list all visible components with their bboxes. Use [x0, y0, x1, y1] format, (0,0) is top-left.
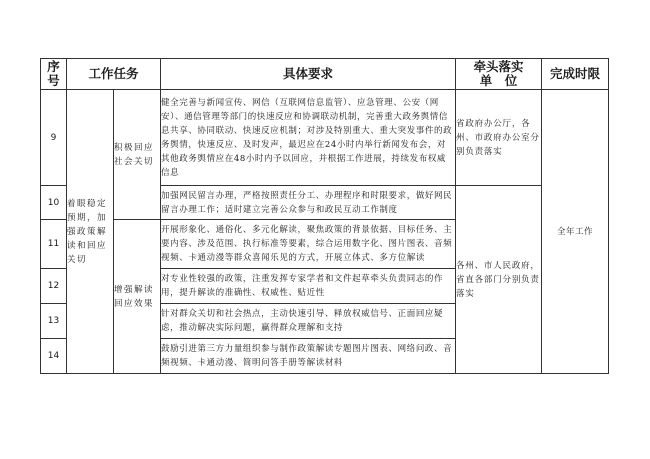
row-number: 10: [41, 186, 67, 220]
task-sub-a: 积极回应社会关切: [114, 90, 161, 220]
row-requirement: 加强网民留言办理，严格按照责任分工、办理程序和时限要求，做好网民留言办理工作；适时建立完善公众参与和政民互动工作制度: [161, 186, 456, 220]
header-task: 工作任务: [67, 59, 161, 90]
task-table: [40, 58, 609, 374]
table-row: [41, 90, 609, 186]
header-requirement: 具体要求: [161, 59, 456, 90]
header-time: 完成时限: [542, 59, 609, 90]
row-number: 13: [41, 304, 67, 339]
unit-b: 各州、市人民政府，省直各部门分别负责落实: [456, 186, 542, 374]
task-main: 着眼稳定预期，加强政策解读和回应关切: [67, 90, 114, 374]
header-seq: 序号: [41, 59, 67, 90]
row-number: 9: [41, 90, 67, 186]
header-unit: 牵头落实单 位: [456, 59, 542, 90]
row-number: 12: [41, 269, 67, 304]
row-number: 11: [41, 220, 67, 269]
row-number: 14: [41, 339, 67, 374]
row-requirement: 针对群众关切和社会热点，主动快速引导、释放权威信号、正面回应疑虑，推动解决实际问题，赢得群众理解和支持: [161, 304, 456, 339]
unit-a: 省政府办公厅，各州、市政府办公室分别负责落实: [456, 90, 542, 186]
task-sub-b: 增强解读回应效果: [114, 220, 161, 374]
row-requirement: 健全完善与新闻宣传、网信（互联网信息监管）、应急管理、公安（网安）、通信管理等部门的快速反应和协调联动机制，完善重大政务舆情信息共享、协同联动、快速反应机制；对涉及特别重大、重大突发事件的政务舆情，快速反应、及时发声，最迟应在24小时内举行新闻发布会，对其他政务舆情应在48小时内予以回应，并根据工作进展，持续发布权威信息: [161, 90, 456, 186]
header-row: [41, 59, 609, 90]
row-requirement: 对专业性较强的政策，注重发挥专家学者和文件起草牵头负责同志的作用，提升解读的准确性、权威性、贴近性: [161, 269, 456, 304]
row-requirement: 开展形象化、通俗化、多元化解读，聚焦政策的背景依据、目标任务、主要内容、涉及范围、执行标准等要素，综合运用数字化、图片图表、音频视频、卡通动漫等群众喜闻乐见的方式，开展立体式、多方位解读: [161, 220, 456, 269]
row-requirement: 鼓励引进第三方力量组织参与制作政策解读专题图片图表、网络问政、音频视频、卡通动漫、简明问答手册等解读材料: [161, 339, 456, 374]
time-all: 全年工作: [542, 90, 609, 374]
